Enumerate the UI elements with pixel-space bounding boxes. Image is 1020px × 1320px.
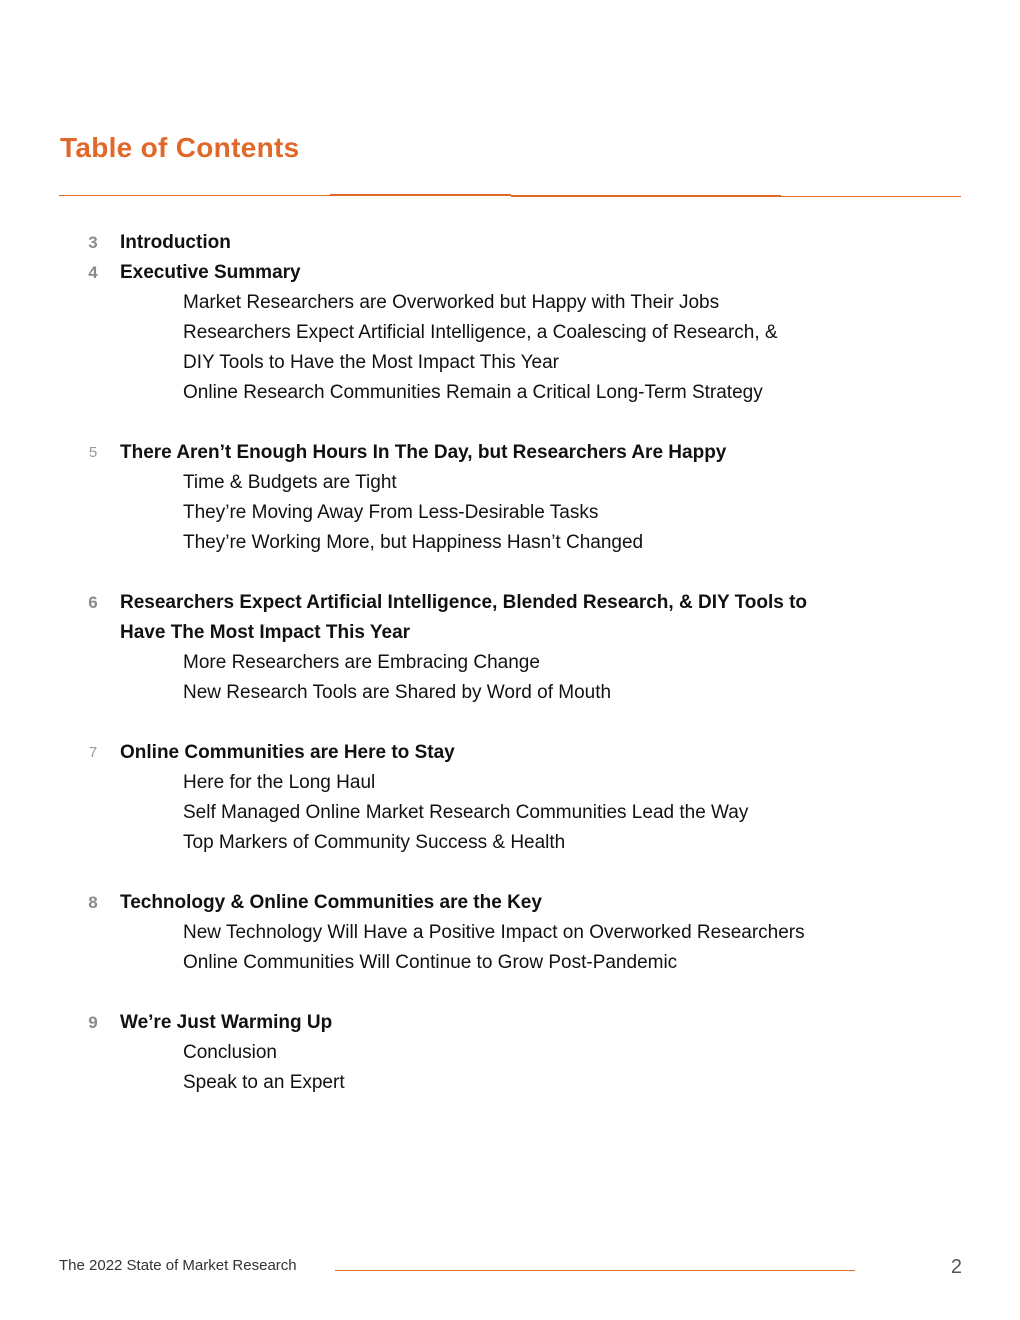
toc-subheading[interactable]: Speak to an Expert [183,1072,345,1093]
toc-section [0,588,1020,618]
title-rule-2 [330,194,511,196]
toc-section [0,1008,1020,1038]
toc-subheading[interactable]: Online Communities Will Continue to Grow Post-Pandemic [183,952,678,973]
toc-heading[interactable]: Introduction [120,232,231,253]
toc-subheading[interactable]: Online Research Communities Remain a Critical Long-Term Strategy [183,382,763,403]
footer-page-number: 2 [950,1256,962,1278]
toc-subheading[interactable]: Here for the Long Haul [183,772,376,793]
toc-subheading[interactable]: Researchers Expect Artificial Intelligence, a Coalescing of Research, & [183,322,778,343]
toc-page-number: 7 [88,744,98,761]
toc-page-number: 3 [88,233,98,252]
toc-subheading[interactable]: New Technology Will Have a Positive Impact on Overworked Researchers [183,922,805,943]
toc-page-number: 5 [88,444,98,461]
toc-section [0,258,1020,288]
toc-heading[interactable]: Researchers Expect Artificial Intelligence, Blended Research, & DIY Tools to [120,592,808,613]
toc-heading[interactable]: There Aren’t Enough Hours In The Day, but Researchers Are Happy [120,442,727,463]
toc-subheading[interactable]: Time & Budgets are Tight [183,472,397,493]
toc-subheading[interactable]: Market Researchers are Overworked but Happy with Their Jobs [183,292,720,313]
toc-heading-continued[interactable]: Have The Most Impact This Year [120,622,411,643]
footer-rule [335,1270,855,1271]
toc-section [0,738,1020,768]
toc-section [0,438,1020,468]
toc-subheading[interactable]: They’re Working More, but Happiness Hasn’t Changed [183,532,644,553]
toc-page-number: 4 [88,263,98,282]
toc-heading[interactable]: Technology & Online Communities are the Key [120,892,542,913]
toc-heading[interactable]: Online Communities are Here to Stay [120,742,455,763]
title-rule-1 [59,195,330,196]
toc-section [0,228,1020,258]
title-rule-3 [511,195,781,197]
footer-report-title: The 2022 State of Market Research [59,1257,297,1274]
toc-page-number: 8 [88,893,98,912]
toc-subheading[interactable]: Self Managed Online Market Research Communities Lead the Way [183,802,749,823]
title-rule-4 [781,196,961,197]
toc-subheading[interactable]: They’re Moving Away From Less-Desirable Tasks [183,502,599,523]
toc-subheading[interactable]: New Research Tools are Shared by Word of Mouth [183,682,612,703]
toc-subheading[interactable]: Top Markers of Community Success & Health [183,832,566,853]
toc-page-number: 9 [88,1013,98,1032]
toc-section [0,888,1020,918]
toc-subheading[interactable]: More Researchers are Embracing Change [183,652,540,673]
toc-subheading[interactable]: DIY Tools to Have the Most Impact This Year [183,352,559,373]
toc-heading[interactable]: Executive Summary [120,262,301,283]
table-of-contents [0,228,1020,1098]
toc-page-number: 6 [88,593,98,612]
toc-heading[interactable]: We’re Just Warming Up [120,1012,333,1033]
page-title: Table of Contents [60,132,300,163]
toc-subheading[interactable]: Conclusion [183,1042,277,1063]
